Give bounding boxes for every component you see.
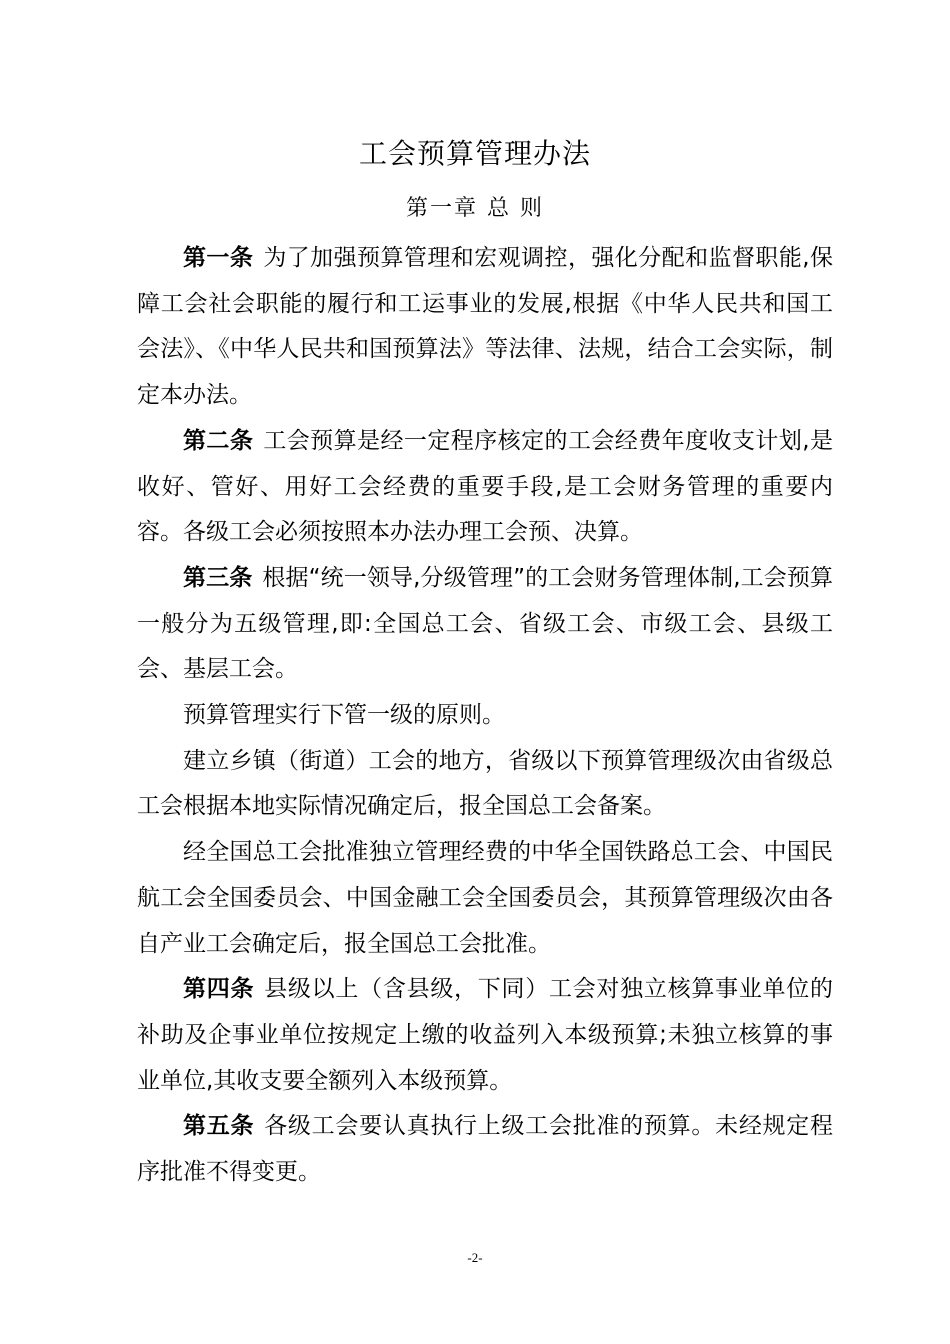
paragraph-text: 为了加强预算管理和宏观调控，强化分配和监督职能,保障工会社会职能的履行和工运事业的发展,根据《中华人民共和国工会法》、《中华人民共和国预算法》等法律、法规，结合工会实际，制定本办法。 bbox=[137, 245, 834, 409]
article-label: 第一条 bbox=[183, 245, 254, 271]
article-1-paragraph bbox=[137, 236, 833, 419]
paragraph-text: 经全国总工会批准独立管理经费的中华全国铁路总工会、中国民航工会全国委员会、中国金融工会全国委员会，其预算管理级次由各自产业工会确定后，报全国总工会批准。 bbox=[137, 839, 833, 957]
article-label: 第二条 bbox=[183, 427, 254, 454]
chapter-heading: 第一章 总 则 bbox=[406, 196, 544, 221]
paragraph-text: 县级以上（含县级，下同）工会对独立核算事业单位的补助及企事业单位按规定上缴的收益列入本级预算;未独立核算的事业单位,其收支要全额列入本级预算。 bbox=[137, 976, 834, 1094]
paragraph bbox=[137, 693, 833, 739]
article-label: 第三条 bbox=[183, 564, 253, 591]
paragraph bbox=[137, 830, 833, 967]
paragraph-text: 各级工会要认真执行上级工会批准的预算。未经规定程序批准不得变更。 bbox=[137, 1113, 834, 1186]
page-number: -2- bbox=[467, 1250, 483, 1265]
article-5-paragraph bbox=[137, 1104, 833, 1195]
document-title: 工会预算管理办法 bbox=[358, 137, 591, 170]
article-label: 第四条 bbox=[183, 976, 255, 1003]
paragraph-text: 预算管理实行下管一级的原则。 bbox=[183, 702, 505, 729]
article-label: 第五条 bbox=[183, 1113, 255, 1140]
paragraph bbox=[137, 739, 833, 830]
document-body bbox=[137, 236, 833, 1196]
article-2-paragraph bbox=[137, 419, 833, 556]
article-4-paragraph bbox=[137, 967, 833, 1104]
paragraph-text: 工会预算是经一定程序核定的工会经费年度收支计划,是收好、管好、用好工会经费的重要手段,是工会财务管理的重要内容。各级工会必须按照本办法办理工会预、决算。 bbox=[137, 427, 834, 546]
article-3-paragraph bbox=[137, 556, 833, 693]
paragraph-text: 建立乡镇（街道）工会的地方，省级以下预算管理级次由省级总工会根据本地实际情况确定后，报全国总工会备案。 bbox=[137, 747, 833, 820]
paragraph-text: 根据“统一领导,分级管理”的工会财务管理体制,工会预算一般分为五级管理,即:全国总工会、省级工会、市级工会、县级工会、基层工会。 bbox=[137, 564, 834, 683]
